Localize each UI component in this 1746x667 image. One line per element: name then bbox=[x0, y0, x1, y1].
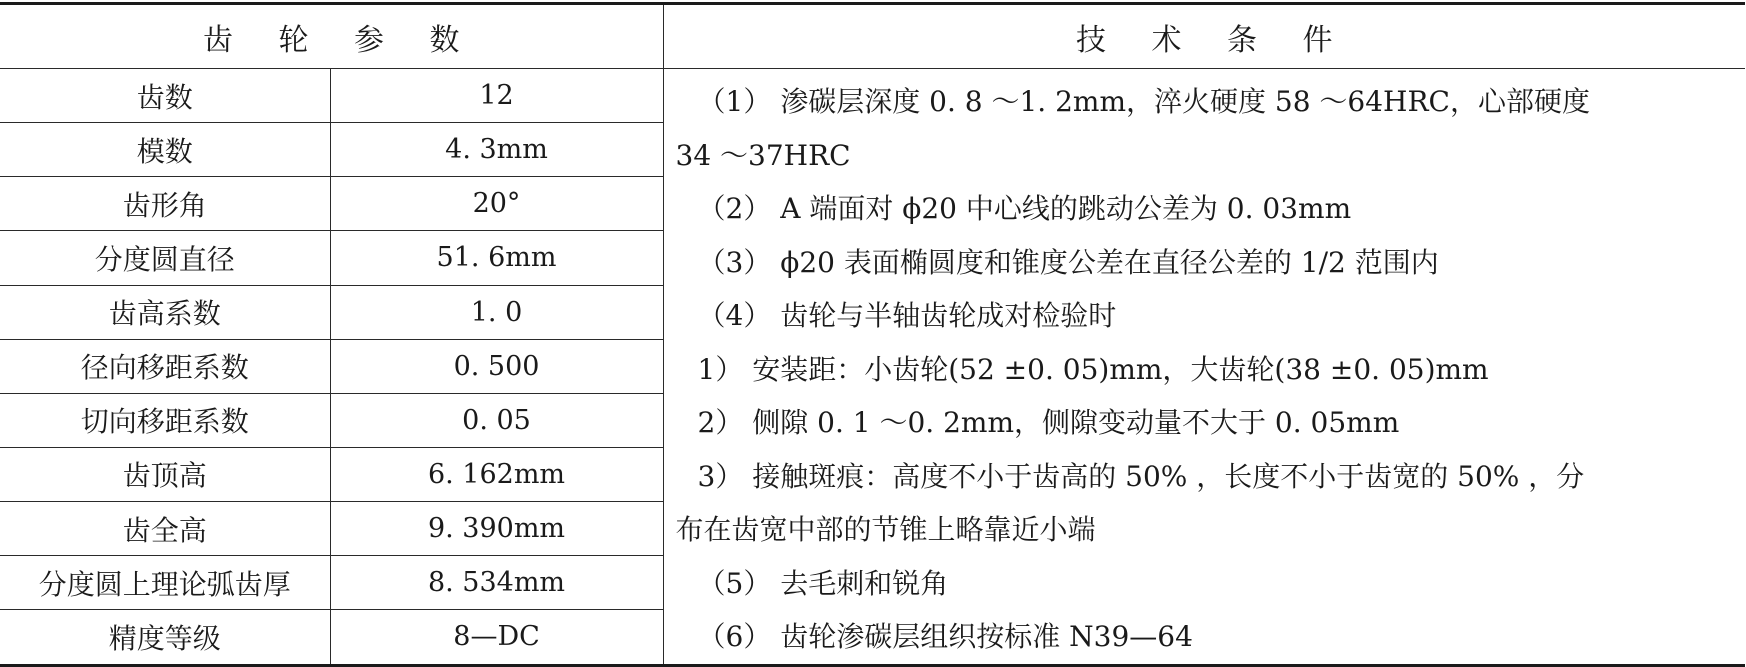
tech-line: 布在齿宽中部的节锥上略靠近小端 bbox=[675, 513, 1096, 546]
param-value: 0. 05 bbox=[330, 393, 663, 447]
param-value: 0. 500 bbox=[330, 339, 663, 393]
tech-line: （5） 去毛刺和锐角 bbox=[697, 566, 949, 600]
param-value: 4. 3mm bbox=[330, 123, 663, 177]
param-name: 齿高系数 bbox=[0, 285, 330, 339]
tech-line: 34 ～37HRC bbox=[675, 138, 851, 172]
gear-spec-table bbox=[0, 2, 1745, 667]
param-value: 12 bbox=[330, 69, 663, 123]
param-name: 模数 bbox=[0, 123, 330, 177]
tech-line: 2） 侧隙 0. 1 ～0. 2mm，侧隙变动量不大于 0. 05mm bbox=[697, 406, 1400, 439]
param-name: 齿顶高 bbox=[0, 447, 330, 501]
param-row bbox=[0, 69, 1745, 123]
param-value: 8. 534mm bbox=[330, 556, 663, 610]
param-value: 8—DC bbox=[330, 610, 663, 665]
param-value: 9. 390mm bbox=[330, 502, 663, 556]
tech-line: （1） 渗碳层深度 0. 8 ～1. 2mm，淬火硬度 58 ～64HRC，心部硬度 bbox=[697, 85, 1590, 118]
tech-line: 1） 安装距：小齿轮(52 ±0. 05)mm，大齿轮(38 ±0. 05)mm bbox=[697, 352, 1489, 386]
param-name: 径向移距系数 bbox=[0, 339, 330, 393]
param-name: 分度圆上理论弧齿厚 bbox=[0, 556, 330, 610]
tech-line: （4） 齿轮与半轴齿轮成对检验时 bbox=[697, 299, 1117, 332]
param-value: 1. 0 bbox=[330, 285, 663, 339]
tech-header: 技 术 条 件 bbox=[663, 4, 1745, 69]
param-value: 51. 6mm bbox=[330, 231, 663, 285]
param-value: 6. 162mm bbox=[330, 447, 663, 501]
tech-line: （2） A 端面对 ϕ20 中心线的跳动公差为 0. 03mm bbox=[697, 192, 1352, 225]
param-value: 20° bbox=[330, 177, 663, 231]
param-name: 齿全高 bbox=[0, 502, 330, 556]
param-name: 精度等级 bbox=[0, 610, 330, 665]
param-name: 切向移距系数 bbox=[0, 393, 330, 447]
param-name: 齿形角 bbox=[0, 177, 330, 231]
tech-line: 3） 接触斑痕：高度不小于齿高的 50% ，长度不小于齿宽的 50% ，分 bbox=[697, 459, 1585, 493]
param-name: 齿数 bbox=[0, 69, 330, 123]
params-header: 齿 轮 参 数 bbox=[0, 4, 663, 69]
tech-line: （6） 齿轮渗碳层组织按标准 N39—64 bbox=[697, 620, 1193, 653]
tech-conditions-cell bbox=[663, 69, 1745, 666]
param-name: 分度圆直径 bbox=[0, 231, 330, 285]
tech-line: （3） ϕ20 表面椭圆度和锥度公差在直径公差的 1/2 范围内 bbox=[697, 245, 1439, 279]
header-row bbox=[0, 4, 1745, 69]
